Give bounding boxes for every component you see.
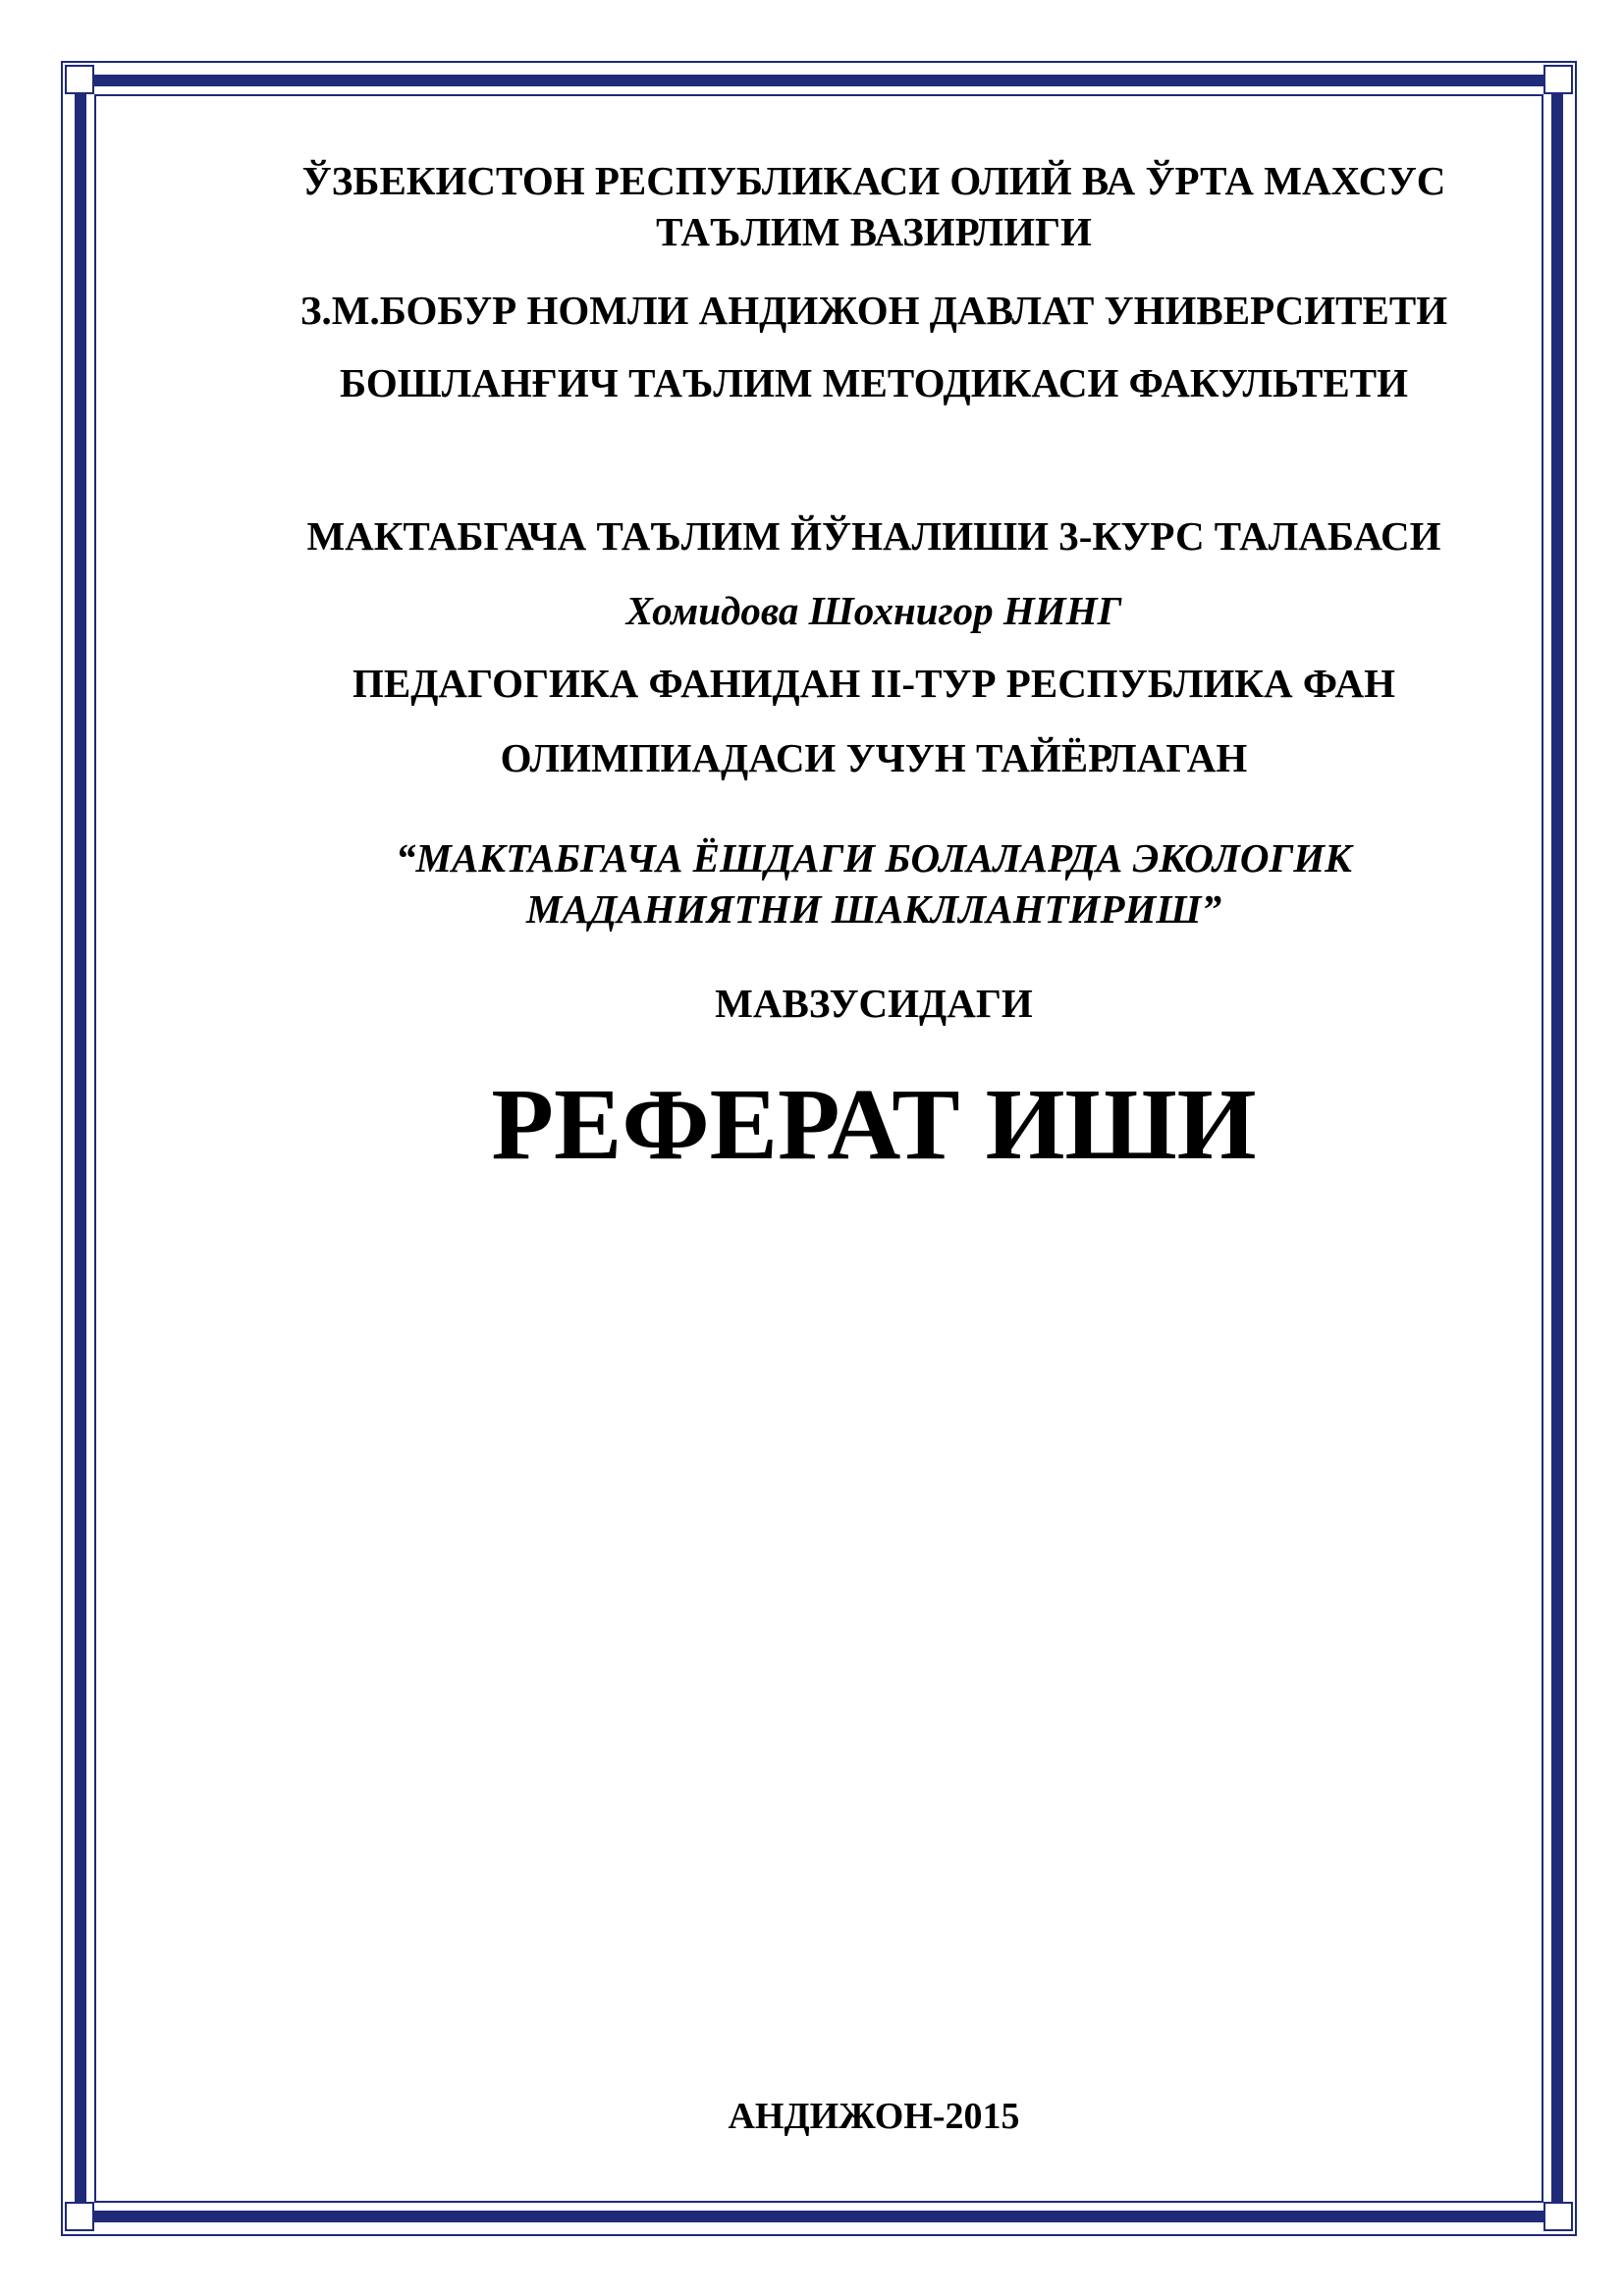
border-corner-top-left [65, 65, 94, 94]
ministry-line-1: ЎЗБЕКИСТОН РЕСПУБЛИКАСИ ОЛИЙ ВА ЎРТА МАХСУС [301, 158, 1446, 203]
ministry-line-2: ТАЪЛИМ ВАЗИРЛИГИ [656, 209, 1092, 254]
student-name: Хомидова Шохнигор НИНГ [625, 588, 1122, 633]
topic-label: МАВЗУСИДАГИ [715, 981, 1033, 1026]
city-year: АНДИЖОН-2015 [728, 2096, 1020, 2137]
topic-line-1: “МАКТАБГАЧА ЁШДАГИ БОЛАЛАРДА ЭКОЛОГИК [396, 835, 1352, 881]
title-page-content [216, 147, 1532, 1182]
ministry-heading [216, 155, 1532, 257]
olympiad-line-1: ПЕДАГОГИКА ФАНИДАН II-ТУР РЕСПУБЛИКА ФАН [352, 661, 1396, 706]
student-program-line: МАКТАБГАЧА ТАЪЛИМ ЙЎНАЛИШИ 3-КУРС ТАЛАБАСИ [306, 513, 1441, 559]
document-title: РЕФЕРАТ ИШИ [491, 1068, 1257, 1181]
topic-line-2: МАДАНИЯТНИ ШАКЛЛАНТИРИШ” [525, 886, 1222, 932]
border-corner-bottom-right [1543, 2202, 1573, 2231]
university-name: З.М.БОБУР НОМЛИ АНДИЖОН ДАВЛАТ УНИВЕРСИТЕТИ [299, 288, 1448, 333]
topic-title [216, 832, 1532, 934]
border-corner-top-right [1543, 65, 1573, 94]
faculty-name: БОШЛАНҒИЧ ТАЪЛИМ МЕТОДИКАСИ ФАКУЛЬТЕТИ [340, 360, 1408, 405]
olympiad-line-2: ОЛИМПИАДАСИ УЧУН ТАЙЁРЛАГАН [500, 735, 1248, 780]
border-corner-bottom-left [65, 2202, 94, 2231]
